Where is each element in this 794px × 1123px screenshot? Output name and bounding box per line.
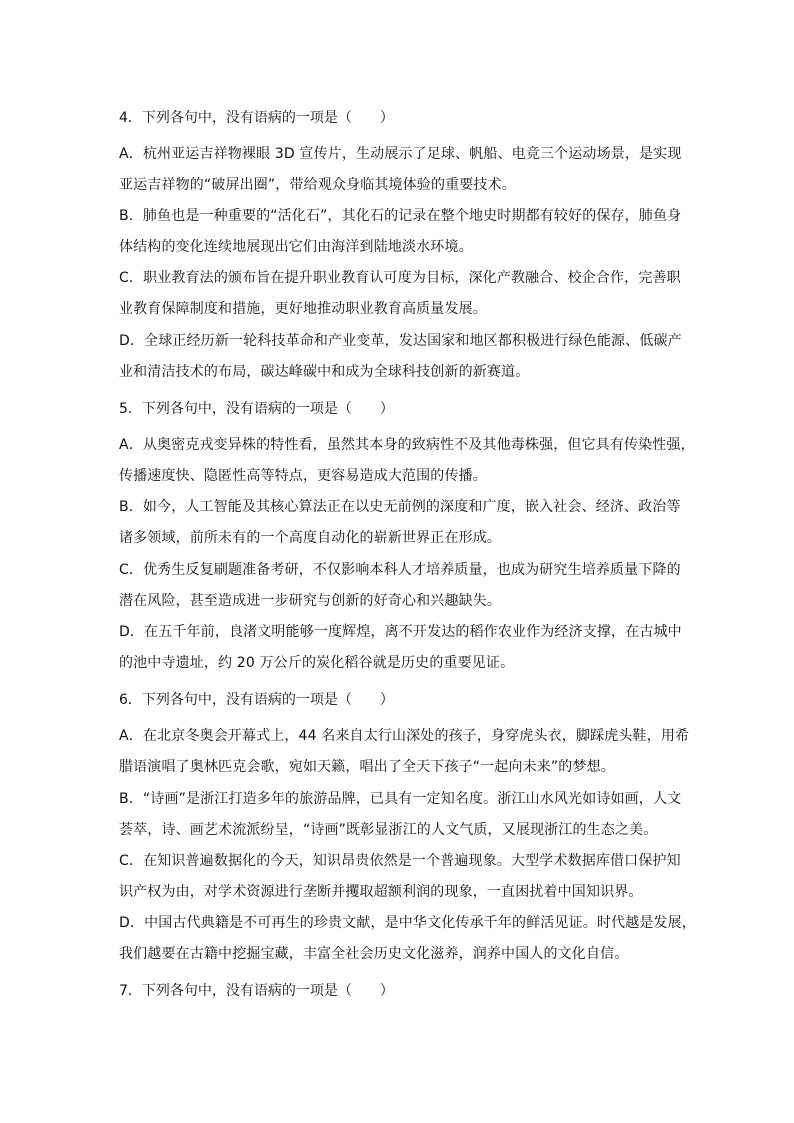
q4-option-c-line-1: C．职业教育法的颁布旨在提升职业教育认可度为目标，深化产教融合、校企合作，完善职 (119, 270, 681, 286)
q4-option-a-line-1: A．杭州亚运吉祥物裸眼 3D 宣传片，生动展示了足球、帆船、电竞三个运动场景，是实现 (119, 146, 682, 162)
q4-option-b-line-2: 体结构的变化连续地展现出它们由海洋到陆地淡水环境。 (119, 239, 473, 255)
q4-option-d-line-1: D．全球正经历新一轮科技革命和产业变革，发达国家和地区都积极进行绿色能源、低碳产 (119, 333, 682, 349)
q4-option-d-line-2: 业和清洁技术的布局，碳达峰碳中和成为全球科技创新的新赛道。 (119, 364, 530, 380)
q6-option-d-line-1: D．中国古代典籍是不可再生的珍贵文献，是中华文化传承千年的鲜活见证。时代越是发展， (119, 915, 696, 931)
q5-option-a-line-1: A．从奥密克戎变异株的特性看，虽然其本身的致病性不及其他毒株强，但它具有传染性强， (119, 437, 695, 453)
question-5-stem: 5．下列各句中，没有语病的一项是（ ） (119, 401, 394, 417)
q4-option-a-line-2: 亚运吉祥物的“破屏出圈”，带给观众身临其境体验的重要技术。 (119, 177, 516, 193)
q6-option-d-line-2: 我们越要在古籍中挖掘宝藏，丰富全社会历史文化滋养，润养中国人的文化自信。 (119, 946, 629, 962)
q5-option-b-line-2: 诸多领域，前所未有的一个高度自动化的崭新世界正在形成。 (119, 530, 502, 546)
q6-option-a-line-1: A．在北京冬奥会开幕式上，44 名来自太行山深处的孩子，身穿虎头衣，脚踩虎头鞋，用希 (119, 728, 690, 744)
question-6-stem: 6．下列各句中，没有语病的一项是（ ） (119, 692, 394, 708)
question-7-stem: 7．下列各句中，没有语病的一项是（ ） (119, 983, 394, 999)
q5-option-c-line-1: C．优秀生反复刷题准备考研，不仅影响本科人才培养质量，也成为研究生培养质量下降的 (119, 562, 681, 578)
q5-option-d-line-2: 的池中寺遗址，约 20 万公斤的炭化稻谷就是历史的重要见证。 (119, 655, 515, 671)
q6-option-c-line-2: 识产权为由，对学术资源进行垄断并攫取超额利润的现象，一直困扰着中国知识界。 (119, 884, 643, 900)
q4-option-c-line-2: 业教育保障制度和措施，更好地推动职业教育高质量发展。 (119, 301, 487, 317)
q5-option-c-line-2: 潜在风险，甚至造成进一步研究与创新的好奇心和兴趣缺失。 (119, 593, 502, 609)
q5-option-d-line-1: D．在五千年前，良渚文明能够一度辉煌，离不开发达的稻作农业作为经济支撑，在古城中 (119, 624, 682, 640)
q6-option-c-line-1: C．在知识普遍数据化的今天，知识昂贵依然是一个普遍现象。大型学术数据库借口保护知 (119, 853, 681, 869)
q5-option-a-line-2: 传播速度快、隐匿性高等特点，更容易造成大范围的传播。 (119, 468, 487, 484)
q6-option-b-line-2: 荟萃，诗、画艺术流派纷呈，“诗画”既彰显浙江的人文气质，又展现浙江的生态之美。 (119, 822, 658, 838)
q6-option-a-line-2: 腊语演唱了奥林匹克会歌，宛如天籁，唱出了全天下孩子“一起向未来”的梦想。 (119, 759, 615, 775)
q6-option-b-line-1: B．“诗画”是浙江打造多年的旅游品牌，已具有一定知名度。浙江山水风光如诗如画，人文 (119, 791, 682, 807)
question-4-stem: 4．下列各句中，没有语病的一项是（ ） (119, 110, 394, 126)
q4-option-b-line-1: B．肺鱼也是一种重要的“活化石”，其化石的记录在整个地史时期都有较好的保存，肺鱼身 (119, 208, 682, 224)
q5-option-b-line-1: B．如今，人工智能及其核心算法正在以史无前例的深度和广度，嵌入社会、经济、政治等 (119, 499, 681, 515)
